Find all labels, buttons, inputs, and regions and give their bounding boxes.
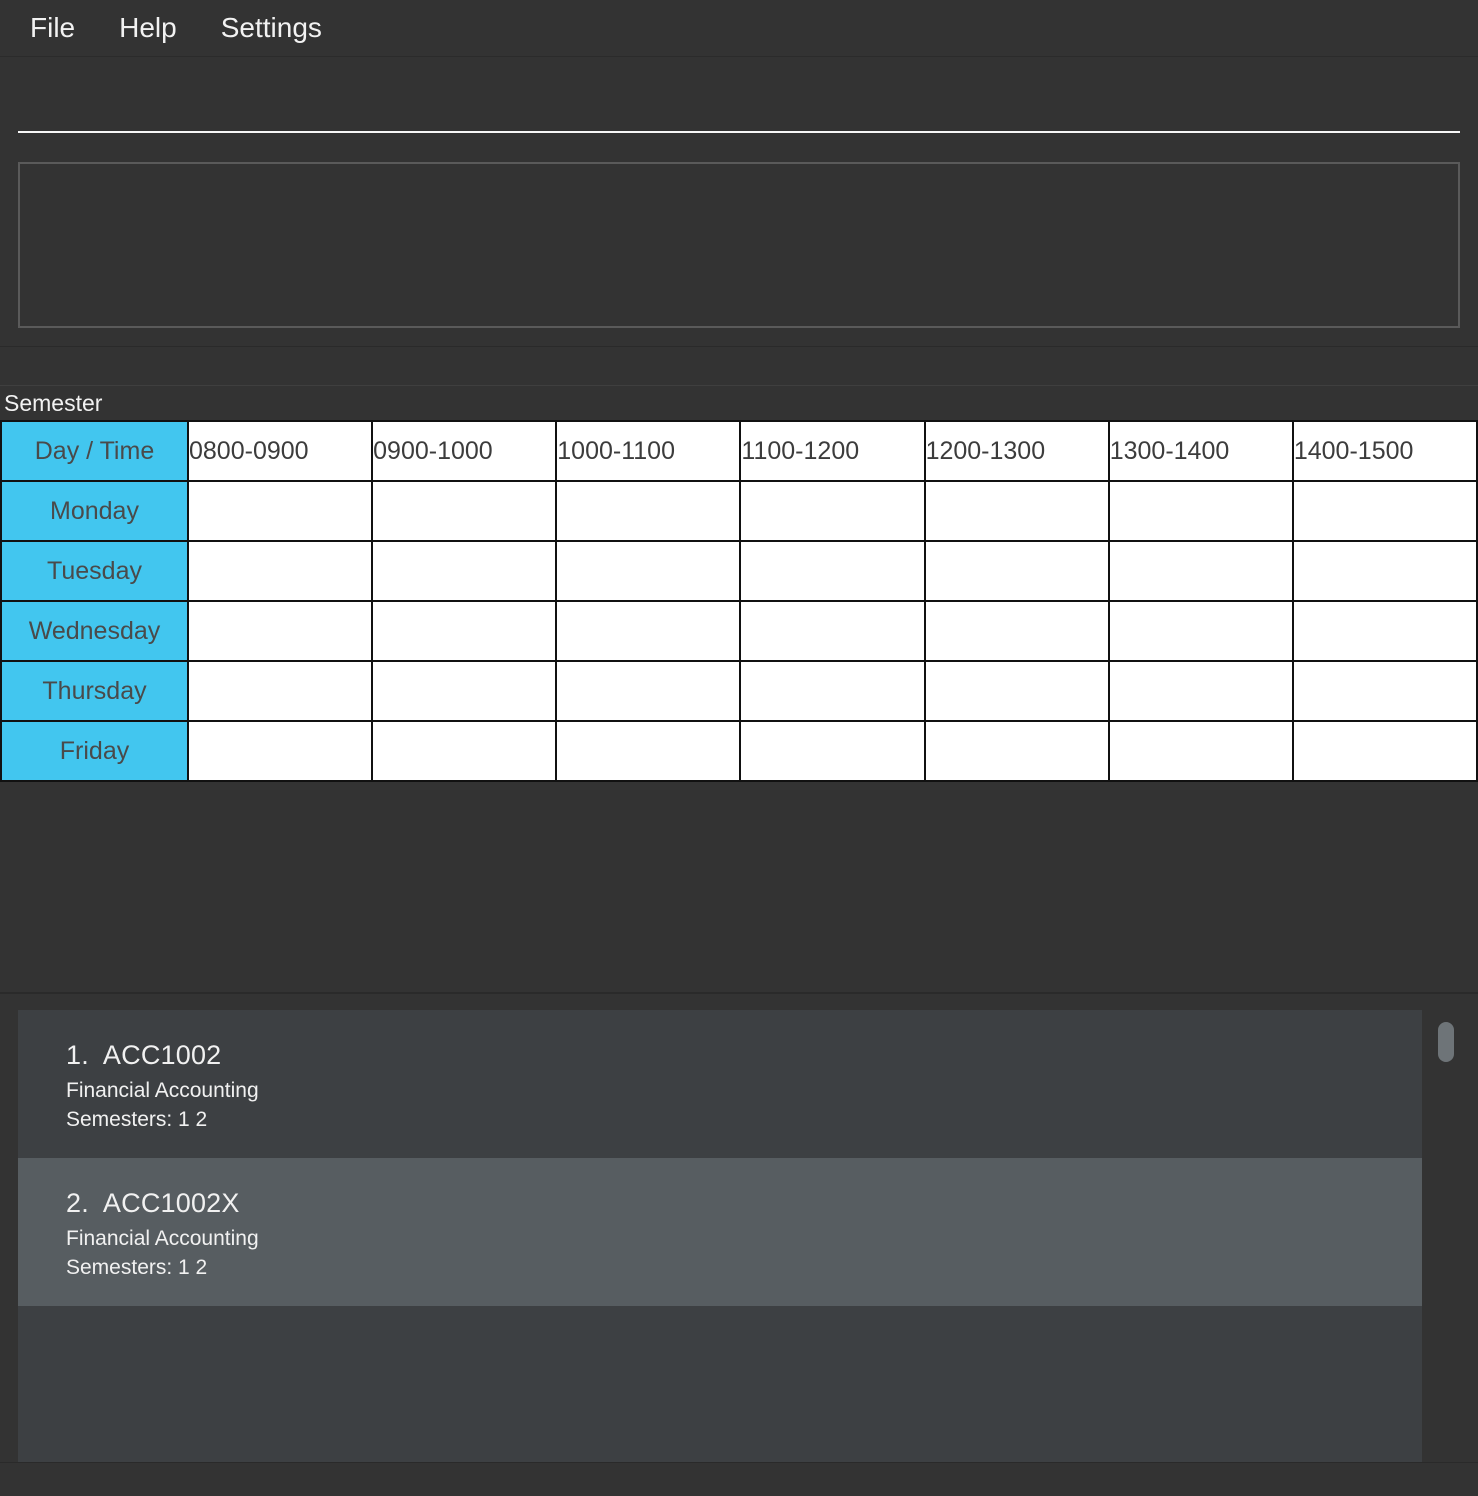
course-semesters: Semesters: 1 2 <box>66 1108 208 1131</box>
timetable-cell[interactable] <box>556 481 740 541</box>
timetable-cell[interactable] <box>925 721 1109 781</box>
timetable-row-friday <box>1 721 1477 781</box>
timetable-cell[interactable] <box>1293 601 1477 661</box>
timetable <box>0 420 1478 782</box>
timetable-cell[interactable] <box>925 481 1109 541</box>
time-slot-header-2: 1000-1100 <box>556 421 740 481</box>
search-results-area <box>0 150 1478 328</box>
list-item[interactable] <box>18 1010 1422 1158</box>
timetable-cell[interactable] <box>1109 601 1293 661</box>
course-list-scrollbar[interactable] <box>1438 1022 1454 1062</box>
timetable-cell[interactable] <box>1109 721 1293 781</box>
timetable-cell[interactable] <box>556 721 740 781</box>
timetable-cell[interactable] <box>740 601 924 661</box>
timetable-cell[interactable] <box>1293 661 1477 721</box>
timetable-cell[interactable] <box>372 541 556 601</box>
day-header-monday: Monday <box>1 481 188 541</box>
timetable-header-row <box>1 421 1477 481</box>
course-code: ACC1002X <box>102 1188 240 1218</box>
course-index: 1. <box>66 1040 89 1070</box>
time-slot-header-6: 1400-1500 <box>1293 421 1477 481</box>
day-header-wednesday: Wednesday <box>1 601 188 661</box>
timetable-cell[interactable] <box>188 541 372 601</box>
course-index: 2. <box>66 1188 89 1218</box>
time-slot-header-1: 0900-1000 <box>372 421 556 481</box>
course-code: ACC1002 <box>102 1040 222 1070</box>
time-slot-header-0: 0800-0900 <box>188 421 372 481</box>
menu-item-settings[interactable]: Settings <box>220 12 322 43</box>
timetable-cell[interactable] <box>372 721 556 781</box>
section-divider <box>0 346 1478 386</box>
timetable-row-monday <box>1 481 1477 541</box>
time-slot-header-5: 1300-1400 <box>1109 421 1293 481</box>
course-title <box>66 1040 1422 1071</box>
time-slot-header-3: 1100-1200 <box>740 421 924 481</box>
timetable-cell[interactable] <box>556 541 740 601</box>
timetable-cell[interactable] <box>1293 721 1477 781</box>
timetable-cell[interactable] <box>372 481 556 541</box>
course-list[interactable] <box>18 1010 1422 1462</box>
timetable-cell[interactable] <box>740 721 924 781</box>
menu-item-file[interactable]: File <box>30 12 76 43</box>
timetable-cell[interactable] <box>188 721 372 781</box>
timetable-cell[interactable] <box>372 601 556 661</box>
timetable-cell[interactable] <box>925 601 1109 661</box>
day-header-tuesday: Tuesday <box>1 541 188 601</box>
timetable-cell[interactable] <box>740 541 924 601</box>
day-header-friday: Friday <box>1 721 188 781</box>
timetable-cell[interactable] <box>188 601 372 661</box>
timetable-row-wednesday <box>1 601 1477 661</box>
timetable-cell[interactable] <box>372 661 556 721</box>
timetable-cell[interactable] <box>740 481 924 541</box>
timetable-corner-header: Day / Time <box>1 421 188 481</box>
timetable-cell[interactable] <box>740 661 924 721</box>
timetable-cell[interactable] <box>1293 541 1477 601</box>
course-title <box>66 1188 1422 1219</box>
timetable-cell[interactable] <box>1109 541 1293 601</box>
course-list-panel <box>0 994 1478 1480</box>
timetable-cell[interactable] <box>1109 661 1293 721</box>
timetable-cell[interactable] <box>925 541 1109 601</box>
timetable-row-tuesday <box>1 541 1477 601</box>
empty-panel <box>0 782 1478 994</box>
timetable-cell[interactable] <box>925 661 1109 721</box>
course-name: Financial Accounting <box>66 1079 259 1102</box>
search-results-box[interactable] <box>18 162 1460 328</box>
search-area <box>0 57 1478 150</box>
time-slot-header-4: 1200-1300 <box>925 421 1109 481</box>
timetable-cell[interactable] <box>188 661 372 721</box>
semester-label: Semester <box>0 386 1478 420</box>
search-input[interactable] <box>18 75 1460 133</box>
timetable-cell[interactable] <box>1109 481 1293 541</box>
timetable-cell[interactable] <box>1293 481 1477 541</box>
timetable-cell[interactable] <box>556 661 740 721</box>
list-item[interactable] <box>18 1158 1422 1306</box>
menu-item-help[interactable]: Help <box>119 12 177 43</box>
timetable-cell[interactable] <box>188 481 372 541</box>
course-name: Financial Accounting <box>66 1227 259 1250</box>
timetable-row-thursday <box>1 661 1477 721</box>
course-semesters: Semesters: 1 2 <box>66 1256 208 1279</box>
day-header-thursday: Thursday <box>1 661 188 721</box>
status-strip <box>0 1462 1478 1480</box>
timetable-cell[interactable] <box>556 601 740 661</box>
menu-bar <box>0 0 1478 57</box>
